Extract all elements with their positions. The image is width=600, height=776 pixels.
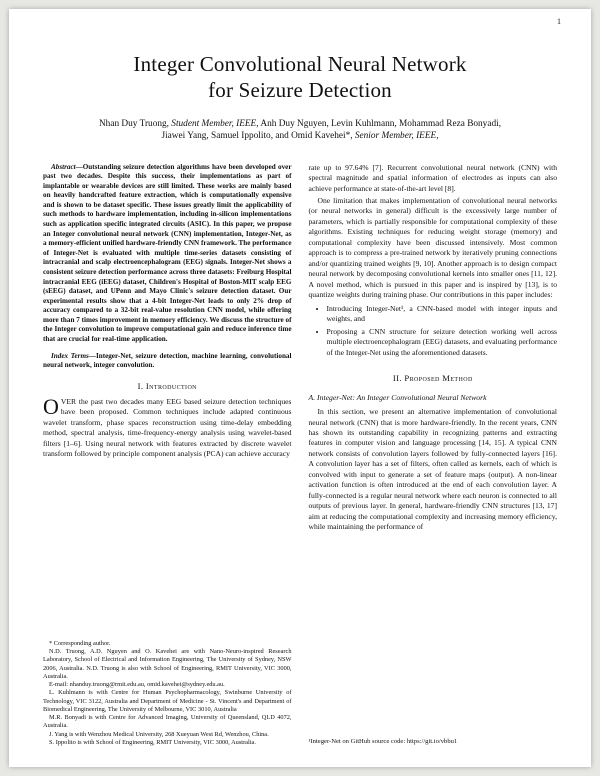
footnote-affiliation-yang: J. Yang is with Wenzhou Medical University, 268 Xueyuan West Rd, Wenzhou, China. (49, 730, 269, 738)
section-heading-proposed-method: II. Proposed Method (392, 373, 473, 384)
numbered-footnotes (309, 730, 558, 747)
footnote-email: E-mail: nhanduy.truong@rmit.edu.au, omid.kavehei@sydney.edu.au. (49, 681, 225, 689)
introduction-paragraph (43, 393, 292, 460)
paper-title (43, 51, 557, 104)
footnote-github-link[interactable]: ¹Integer-Net on GitHub source code: https://git.io/vbbu1 (308, 738, 458, 746)
author-membership-2: Senior Member, IEEE, (354, 131, 439, 142)
two-column-body (43, 163, 557, 747)
author-membership-1: Student Member, IEEE, (171, 118, 259, 129)
abstract-text: Outstanding seizure detection algorithms have been developed over past two decades. Despite this success, their implementations as part of implantable or wearable devices are still limited. These works are mainly based on heavily handcrafted feature extraction, which is computationally expensive and is shown to be dataset specific. These issues greatly limit the applicability of such methods to hardware implementation, including in-silicon implementations such as application specific integrated circuits (ASIC). In this paper, we propose an Integer convolutional neural network (CNN) implementation, Integer-Net, as a memory-efficient unified hardware-friendly CNN framework. The performance of Integer-Net is evaluated with multiple time-series datasets consisting of intracranial and scalp electroencephalogram (EEG) signals. Integer-Net shows a consistent seizure detection performance across three datasets: Freiburg Hospital intracranial EEG (iEEG) dataset, Children's Hospital of Boston-MIT scalp EEG (sEEG) dataset, and UPenn and Mayo Clinic's seizure detection dataset. Our experimental results show that a 4-bit Integer-Net leads to only 2% drop of accuracy compared to a 32-bit real-value resolution CNN model, while offering more than 7 times improvement in memory efficiency. We discuss the structure of the Integer convolution to improve computational gain and reduce inference time that are crucial for real-time application. (43, 162, 292, 343)
subsection-heading-integer-net: A. Integer-Net: An Integer Convolutional Neural Network (308, 393, 487, 403)
title-line1: Integer Convolutional Neural Network (133, 52, 467, 76)
paragraph-accuracy-rate: rate up to 97.64% [7]. Recurrent convolutional neural network (CNN) with spectral magnitude and spatial information of electrodes as inputs can also achieve performance at state-of-the-art level [8]. (308, 162, 557, 193)
author-names-2: Anh Duy Nguyen, Levin Kuhlmann, Mohammad Reza Bonyadi, (258, 118, 502, 129)
index-terms-lead: Index Terms (51, 351, 89, 360)
index-terms-paragraph (43, 352, 292, 371)
section-heading-introduction: I. Introduction (137, 380, 197, 391)
title-line2: for Seizure Detection (208, 78, 392, 103)
abstract-lead: Abstract (51, 162, 76, 171)
paragraph-method-intro: In this section, we present an alternative implementation of convolutional neural network (CNN) that is more hardware-friendly. In the recent years, CNN has shown its outstanding capability in recognizing patterns and extracting features in computer vision and language processing [14, 15]. A typical CNN network consists of convolution layers followed by fully-connected layers [16]. A convolution layer has a set of filters, often called as kernels, each of which is convolved with input to generate a set of feature maps (output). A non-linear activation function is often introduced at the end of each convolution layer. A fully-connected is a regular neural network where each neuron is connected to all outputs of previous layer. In general, hardware-friendly CNN structures [13, 17] aim at reducing the computational complexity and increasing memory efficiency, while maintaining the performance of (308, 407, 557, 532)
footnote-affiliation-kuhlmann: L. Kuhlmann is with Centre for Human Psychopharmacology, Swinburne University of Technology, VIC 3122, Australia and Department of Medicine - St. Vincent's and Department of Biomedical Engineering, The University of Melbourne, VIC 3010, Australia (43, 689, 292, 713)
footnote-affiliation-truong: N.D. Truong, A.D. Nguyen and O. Kavehei are with Nano-Neuro-inspired Research Laboratory, School of Electrical and Information Engineering, The University of Sydney, NSW 2006, Australia. N.D. Truong is also with School of Engineering, RMIT University, VIC 3000, Australia. (43, 648, 292, 680)
contribution-item-1: • Introducing Integer-Net¹, a CNN-based model with integer inputs and weights, and (327, 304, 558, 325)
footnote-corresponding-author: * Corresponding author. (49, 639, 111, 647)
footnote-affiliation-ippolito: S. Ippolito is with School of Engineering, RMIT University, VIC 3000, Australia. (49, 738, 256, 746)
footnote-affiliation-bonyadi: M.R. Bonyadi is with Centre for Advanced Imaging, University of Queensland, QLD 4072, Australia. (43, 714, 292, 730)
right-column (309, 163, 558, 747)
index-terms-text: Integer-Net, seizure detection, machine learning, convolutional neural network, integer convolution. (43, 351, 292, 370)
paragraph-limitation: One limitation that makes implementation of convolutional neural networks (or neural networks in general) difficult is the excessively large number of parameters, which is partially responsible for computational complexity of these algorithms. Existing techniques for reducing weight storage (memory) and computational complexity have been discussed intensively. Most common approach is to compress a pre-trained network by iteratively pruning connections and/or quantizing trained weights [9, 10]. Another approach is to design compact neural network by decomposing convolutional kernels into smaller ones [11, 12]. A novel method, which is pursued in this paper and is inspired by [13], is to quantize weights during training phase. Our contributions in this paper includes: (308, 196, 557, 300)
author-names-1: Nhan Duy Truong, (98, 118, 172, 129)
page-number: 1 (557, 17, 561, 26)
left-column (43, 163, 292, 747)
contribution-item-2: • Proposing a CNN structure for seizure detection working well across multiple electroencephalogram (EEG) datasets, and evaluating performance of the Integer-Net using the aforementioned datasets. (327, 327, 558, 358)
drop-cap: O (43, 393, 59, 419)
author-names-3: Jiawei Yang, Samuel Ippolito, and Omid Kavehei*, (161, 131, 355, 142)
paper-page (9, 9, 591, 767)
author-footnotes (43, 632, 292, 747)
contributions-list (309, 304, 558, 360)
abstract-dash: — (75, 162, 83, 171)
abstract-paragraph (43, 163, 292, 345)
index-terms-dash: — (88, 351, 96, 360)
author-list (43, 118, 557, 143)
introduction-text: VER the past two decades many EEG based seizure detection techniques have been proposed. Common techniques include adapted continuous wavelet transform, phase spaces reconstruction using time-delay embedding method, spectral analysis, time-frequency-energy analysis using wavelet-based filters [1–6]. Using neural network with features extracted by discrete wavelet transform followed by principle component analysis (PCA) can achieve accuracy (43, 396, 292, 459)
